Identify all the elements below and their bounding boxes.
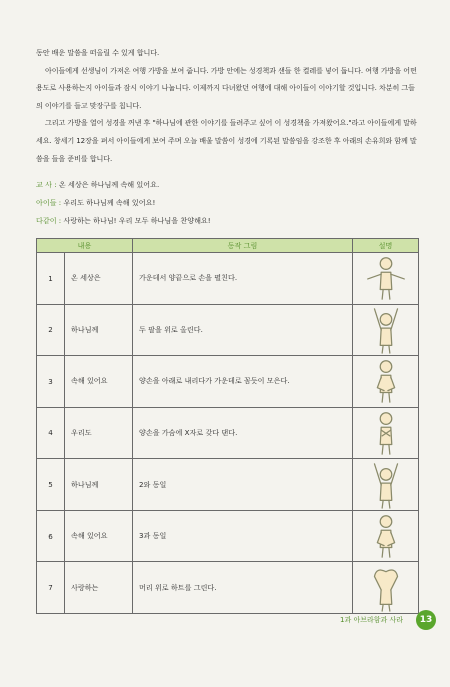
row-content: 하나님께 [65, 304, 133, 356]
dialogue-text: 온 세상은 하나님께 속해 있어요. [56, 180, 160, 189]
row-number: 3 [37, 356, 65, 408]
row-number: 1 [37, 253, 65, 305]
speaker-label: 아이들 : [36, 198, 62, 207]
table-header-row [37, 239, 419, 253]
hands-gather-figure-icon [362, 511, 410, 561]
header-action: 동작 그림 [133, 239, 353, 253]
page-footer [318, 608, 438, 632]
row-number: 2 [37, 304, 65, 356]
dialogue-text: 우리도 하나님께 속해 있어요! [61, 198, 156, 207]
row-figure [353, 562, 419, 614]
row-number: 4 [37, 407, 65, 459]
table-row [37, 459, 419, 511]
speaker-label: 다같이 : [36, 216, 62, 225]
row-figure [353, 407, 419, 459]
table-row [37, 356, 419, 408]
header-description: 설명 [353, 239, 419, 253]
row-figure [353, 304, 419, 356]
intro-text [36, 44, 418, 167]
row-action: 2와 동일 [133, 459, 353, 511]
row-figure [353, 459, 419, 511]
chapter-title: 1과 아브라함과 사라 [340, 616, 403, 624]
arms-up-figure-icon [362, 460, 410, 510]
intro-paragraph-3: 그리고 가방을 열어 성경을 꺼낸 후 "하나님에 관한 이야기를 들려주고 싶어 이 성경책을 가져왔어요."라고 아이들에게 말하세요. 창세기 12장을 펴서 아이들에게 보여 주며 오늘 배울 말씀이 성경에 기록된 말씀임을 강조한 후 아래의 손유희와 함께 말씀을 들을 준비를 합니다. [36, 118, 417, 163]
intro-paragraph-1: 동안 배운 말씀을 떠올릴 수 있게 합니다. [36, 48, 160, 57]
hand-motion-table [36, 238, 419, 614]
page-number-badge [416, 610, 436, 630]
row-action: 두 팔을 위로 올린다. [133, 304, 353, 356]
row-figure [353, 510, 419, 562]
table-row [37, 304, 419, 356]
page-number: 13 [419, 615, 433, 625]
speaker-label: 교 사 : [36, 180, 57, 189]
row-number: 6 [37, 510, 65, 562]
arms-crossed-figure-icon [362, 408, 410, 458]
table-row [37, 510, 419, 562]
row-content: 속해 있어요 [65, 356, 133, 408]
arms-wide-figure-icon [362, 253, 410, 303]
table-row [37, 562, 419, 614]
intro-paragraph-2: 아이들에게 선생님이 가져온 여행 가방을 보여 줍니다. 가방 안에는 성경책과 샌들 한 켤레를 넣어 둡니다. 여행 가방을 어떤 용도로 사용하는지 아이들과 잠시 이야기 나눕니다. 이제까지 다녀왔던 여행에 대해 아이들이 이야기할 것입니다. 차분히 그들의 이야기를 들고 맞장구를 칩니다. [36, 65, 417, 110]
dialogue-line-teacher [36, 176, 418, 194]
heart-overhead-figure-icon [362, 563, 410, 613]
dialogue-text: 사랑하는 하나님! 우리 모두 하나님을 찬양해요! [61, 216, 211, 225]
row-figure [353, 356, 419, 408]
row-number: 7 [37, 562, 65, 614]
row-content: 속해 있어요 [65, 510, 133, 562]
row-action: 3과 동일 [133, 510, 353, 562]
row-action: 머리 위로 하트를 그린다. [133, 562, 353, 614]
row-action: 양손을 가슴에 X자로 갖다 댄다. [133, 407, 353, 459]
header-content: 내용 [37, 239, 133, 253]
row-content: 온 세상은 [65, 253, 133, 305]
row-action: 양손을 아래로 내리다가 가운데로 꼼듯이 모은다. [133, 356, 353, 408]
arms-up-figure-icon [362, 305, 410, 355]
table-row [37, 407, 419, 459]
row-content: 하나님께 [65, 459, 133, 511]
row-number: 5 [37, 459, 65, 511]
row-figure [353, 253, 419, 305]
row-content: 사랑하는 [65, 562, 133, 614]
dialogue-line-children [36, 194, 418, 212]
row-action: 가운데서 양끝으로 손을 펼친다. [133, 253, 353, 305]
table-row [37, 253, 419, 305]
hands-gather-figure-icon [362, 356, 410, 406]
table-body [37, 253, 419, 614]
dialogue-block [36, 176, 418, 230]
row-content: 우리도 [65, 407, 133, 459]
dialogue-line-all [36, 212, 418, 230]
